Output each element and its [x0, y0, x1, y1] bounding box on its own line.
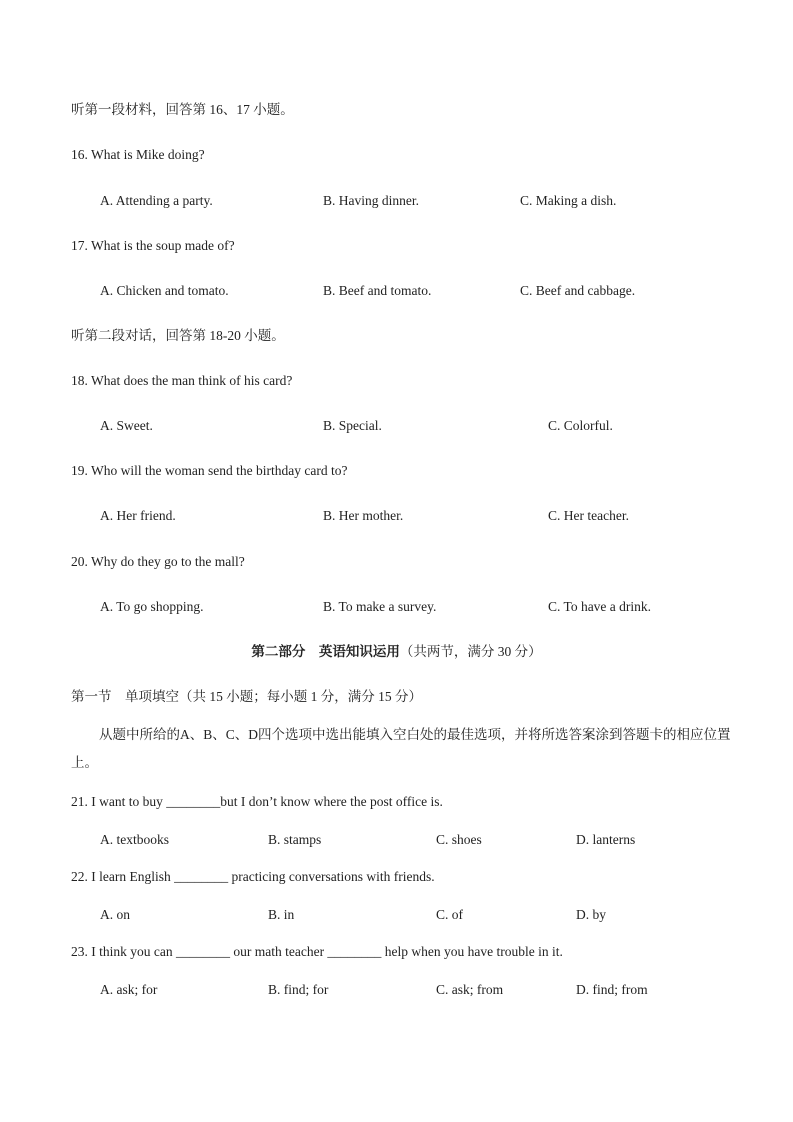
option-22-d: D. by — [576, 907, 606, 922]
option-23-a: A. ask; for — [100, 982, 158, 997]
option-16-b: B. Having dinner. — [323, 193, 419, 208]
question-21: 21. I want to buy ________but I don’t know where the post office is. — [71, 794, 443, 809]
question-17: 17. What is the soup made of? — [71, 238, 235, 253]
instructions: 从题中所给的A、B、C、D四个选项中选出能填入空白处的最佳选项，并将所选答案涂到答题卡的相应位置上。 — [71, 727, 731, 770]
option-18-c: C. Colorful. — [548, 418, 613, 433]
option-22-c: C. of — [436, 907, 463, 922]
question-19: 19. Who will the woman send the birthday card to? — [71, 463, 348, 478]
option-16-a: A. Attending a party. — [100, 193, 213, 208]
option-23-b: B. find; for — [268, 982, 329, 997]
part2-title-main: 第二部分 英语知识运用 — [251, 644, 400, 659]
option-17-c: C. Beef and cabbage. — [520, 283, 636, 298]
section-intro-16-17: 听第一段材料，回答第 16、17 小题。 — [71, 102, 294, 117]
option-19-b: B. Her mother. — [323, 508, 404, 523]
option-19-c: C. Her teacher. — [548, 508, 629, 523]
option-21-a: A. textbooks — [100, 832, 169, 847]
option-19-a: A. Her friend. — [100, 508, 176, 523]
option-22-b: B. in — [268, 907, 295, 922]
option-17-a: A. Chicken and tomato. — [100, 283, 229, 298]
option-18-a: A. Sweet. — [100, 418, 153, 433]
question-16: 16. What is Mike doing? — [71, 147, 205, 162]
option-21-b: B. stamps — [268, 832, 322, 847]
part2-title-score: （共两节，满分 30 分） — [399, 644, 542, 659]
question-22: 22. I learn English ________ practicing conversations with friends. — [71, 869, 435, 884]
option-20-a: A. To go shopping. — [100, 599, 204, 614]
option-23-c: C. ask; from — [436, 982, 504, 997]
option-22-a: A. on — [100, 907, 130, 922]
section-title: 第一节 单项填空（共 15 小题；每小题 1 分，满分 15 分） — [71, 689, 422, 704]
option-18-b: B. Special. — [323, 418, 382, 433]
option-21-c: C. shoes — [436, 832, 482, 847]
option-20-b: B. To make a survey. — [323, 599, 437, 614]
option-16-c: C. Making a dish. — [520, 193, 617, 208]
option-23-d: D. find; from — [576, 982, 648, 997]
question-20: 20. Why do they go to the mall? — [71, 554, 245, 569]
question-18: 18. What does the man think of his card? — [71, 373, 293, 388]
option-21-d: D. lanterns — [576, 832, 636, 847]
question-23: 23. I think you can ________ our math teacher ________ help when you have trouble in it. — [71, 944, 563, 959]
part2-title — [0, 643, 793, 661]
option-20-c: C. To have a drink. — [548, 599, 652, 614]
option-17-b: B. Beef and tomato. — [323, 283, 432, 298]
section-intro-18-20: 听第二段对话，回答第 18-20 小题。 — [71, 328, 285, 343]
